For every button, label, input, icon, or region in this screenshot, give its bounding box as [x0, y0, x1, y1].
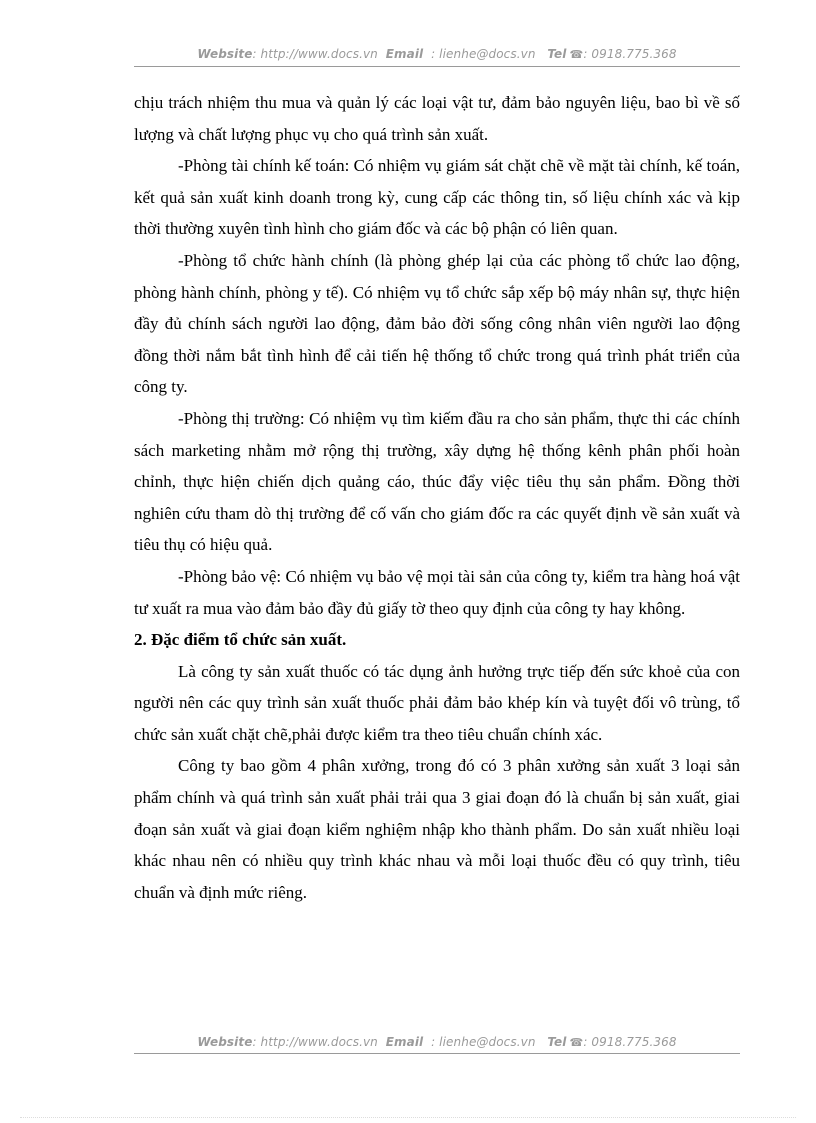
document-body: [134, 87, 740, 908]
footer-tel-label: Tel: [547, 1035, 567, 1049]
footer-website-link[interactable]: : http://www.docs.vn: [252, 1035, 378, 1049]
header-tel-label: Tel: [547, 47, 567, 61]
header-email-link[interactable]: : lienhe@docs.vn: [431, 47, 536, 61]
footer-email-link[interactable]: : lienhe@docs.vn: [431, 1035, 536, 1049]
phone-icon: ☎: [569, 1036, 584, 1049]
section-heading: 2. Đặc điểm tổ chức sản xuất.: [134, 630, 347, 650]
paragraph-production-intro: Là công ty sản xuất thuốc có tác dụng ảnh hưởng trực tiếp đến sức khoẻ của con người nên các quy trình sản xuất thuốc phải đảm bảo khép kín và tuyệt đối vô trùng, tổ chức sản xuất chặt chẽ,phải được kiểm tra theo tiêu chuẩn chính xác.: [134, 661, 740, 744]
phone-icon: ☎: [569, 48, 584, 61]
header-website-link[interactable]: : http://www.docs.vn: [252, 47, 378, 61]
page-header: [134, 47, 740, 65]
footer-email-label: Email: [385, 1035, 424, 1049]
header-email-label: Email: [385, 47, 424, 61]
paragraph-production-workshops: Công ty bao gồm 4 phân xưởng, trong đó có 3 phân xưởng sản xuất 3 loại sản phẩm chính và quá trình sản xuất phải trải qua 3 giai đoạn đó là chuẩn bị sản xuất, giai đoạn sản xuất và giai đoạn kiểm nghiệm nhập kho thành phẩm. Do sản xuất nhiều loại khác nhau nên có nhiều quy trình khác nhau và mỗi loại thuốc đều có quy trình, tiêu chuẩn và định mức riêng.: [134, 756, 740, 902]
paragraph-security-dept: -Phòng bảo vệ: Có nhiệm vụ bảo vệ mọi tài sản của công ty, kiểm tra hàng hoá vật tư xuất ra mua vào đảm bảo đầy đủ giấy tờ theo quy định của công ty hay không.: [134, 566, 740, 618]
page-footer: [134, 1035, 740, 1053]
header-divider: [134, 66, 740, 67]
paragraph-market-dept: -Phòng thị trường: Có nhiệm vụ tìm kiếm đầu ra cho sản phẩm, thực thi các chính sách marketing nhằm mở rộng thị trường, xây dựng hệ thống kênh phân phối hoàn chỉnh, thực hiện chiến dịch quảng cáo, thúc đẩy việc tiêu thụ sản phẩm. Đồng thời nghiên cứu tham dò thị trường để cố vấn cho giám đốc ra các quyết định về sản xuất và tiêu thụ có hiệu quả.: [134, 408, 740, 555]
footer-tel-value: : 0918.775.368: [583, 1035, 677, 1049]
footer-website-label: Website: [197, 1035, 253, 1049]
header-website-label: Website: [197, 47, 253, 61]
page-edge-divider: [20, 1117, 796, 1118]
paragraph-continuation: chịu trách nhiệm thu mua và quản lý các loại vật tư, đảm bảo nguyên liệu, bao bì về số lượng và chất lượng phục vụ cho quá trình sản xuất.: [134, 93, 740, 144]
paragraph-finance-dept: -Phòng tài chính kế toán: Có nhiệm vụ giám sát chặt chẽ về mặt tài chính, kế toán, kết quả sản xuất kinh doanh trong kỳ, cung cấp các thông tin, số liệu chính xác và kịp thời thường xuyên tình hình cho giám đốc và các bộ phận có liên quan.: [134, 156, 740, 239]
header-tel-value: : 0918.775.368: [583, 47, 677, 61]
footer-divider: [134, 1053, 740, 1054]
paragraph-admin-dept: -Phòng tổ chức hành chính (là phòng ghép lại của các phòng tổ chức lao động, phòng hành chính, phòng y tế). Có nhiệm vụ tổ chức sắp xếp bộ máy nhân sự, thực hiện đầy đủ chính sách người lao động, đảm bảo đời sống công nhân viên người lao động đồng thời nắm bắt tình hình để cải tiến hệ thống tổ chức trong quá trình phát triển của công ty.: [134, 250, 740, 397]
